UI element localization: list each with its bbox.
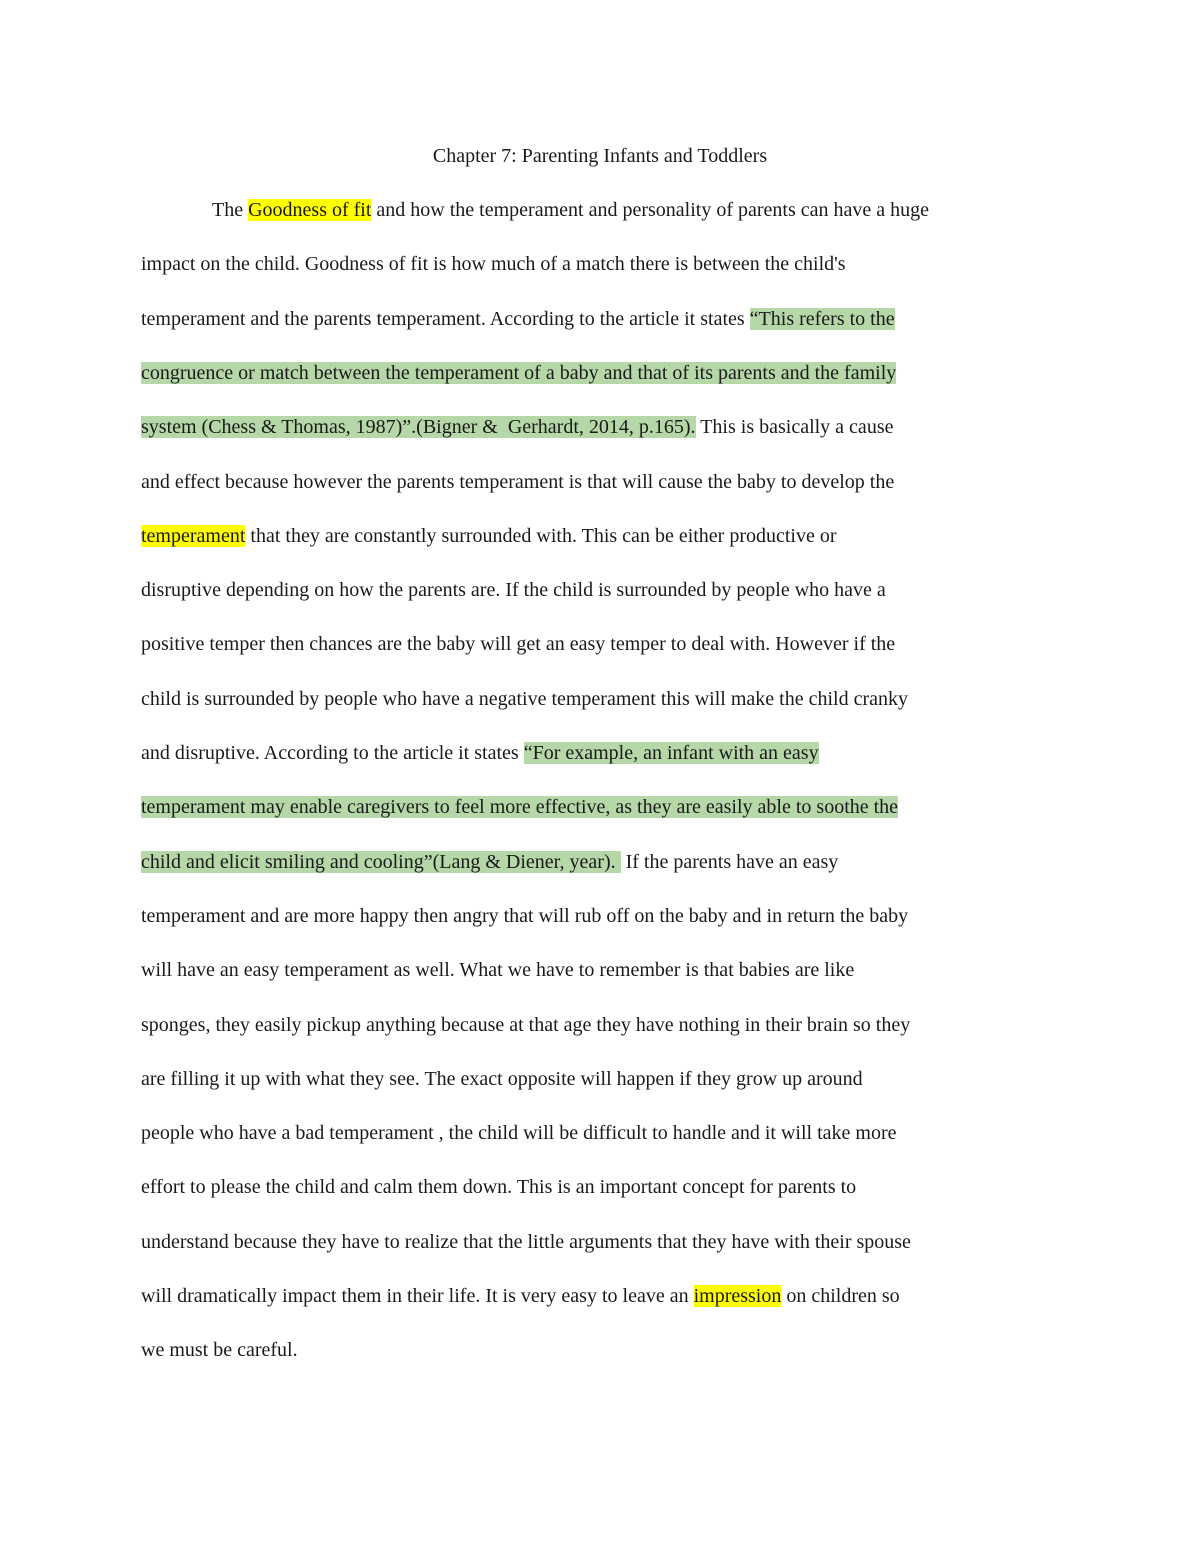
text-line: [141, 1228, 911, 1256]
text-segment: If the parents have an easy: [620, 850, 839, 873]
text-line: [141, 685, 908, 713]
text-line: [141, 305, 895, 333]
text-segment: temperament and the parents temperament. According to the article it states: [141, 307, 750, 330]
text-segment: effort to please the child and calm them down. This is an important concept for parents to: [141, 1176, 857, 1199]
text-line: [141, 359, 896, 387]
text-segment: people who have a bad temperament , the child will be difficult to handle and it will take more: [141, 1122, 897, 1145]
page-title: Chapter 7: Parenting Infants and Toddlers: [432, 145, 768, 167]
text-segment: impact on the child. Goodness of fit is how much of a match there is between the child's: [141, 253, 846, 276]
highlighted-text: temperament: [141, 524, 246, 547]
text-line: [141, 413, 893, 441]
text-line: [141, 793, 898, 821]
highlighted-text: child and elicit smiling and cooling”(Lang & Diener, year).: [141, 850, 621, 873]
text-segment: on children so: [781, 1285, 900, 1307]
text-line: [141, 1282, 900, 1310]
text-line: [141, 576, 886, 604]
text-segment: child is surrounded by people who have a negative temperament this will make the child cranky: [141, 687, 908, 710]
text-line: [141, 1119, 897, 1147]
highlighted-text: Goodness of fit: [248, 199, 372, 221]
text-line: [141, 468, 894, 496]
text-segment: are filling it up with what they see. The exact opposite will happen if they grow up around: [141, 1067, 863, 1090]
text-segment: This is basically a cause: [695, 416, 894, 439]
text-segment: we must be careful.: [141, 1339, 298, 1362]
text-line: [141, 1065, 863, 1093]
text-line: [141, 1173, 856, 1201]
text-line: [141, 250, 846, 278]
text-line: [141, 848, 838, 876]
text-segment: and how the temperament and personality of parents can have a huge: [371, 199, 929, 221]
highlighted-text: congruence or match between the temperament of a baby and that of its parents and the family: [141, 361, 897, 384]
text-segment: sponges, they easily pickup anything because at that age they have nothing in their brain so they: [141, 1013, 911, 1036]
text-segment: temperament and are more happy then angry that will rub off on the baby and in return the baby: [141, 904, 909, 927]
text-line: [141, 1011, 910, 1039]
text-line: [141, 630, 895, 658]
text-line: [141, 956, 854, 984]
text-line: [141, 522, 837, 550]
text-segment: and effect because however the parents temperament is that will cause the baby to develop the: [141, 470, 895, 493]
text-segment: The: [212, 199, 249, 221]
highlighted-text: “This refers to the: [749, 307, 895, 330]
highlighted-text: impression: [693, 1285, 782, 1307]
text-segment: understand because they have to realize that the little arguments that they have with their spouse: [141, 1230, 911, 1253]
highlighted-text: temperament may enable caregivers to feel more effective, as they are easily able to soothe the: [141, 796, 899, 819]
text-segment: positive temper then chances are the baby will get an easy temper to deal with. However if the: [141, 633, 896, 656]
text-segment: that they are constantly surrounded with. This can be either productive or: [245, 524, 837, 547]
text-segment: and disruptive. According to the article it states: [141, 742, 524, 764]
text-line: [141, 739, 819, 767]
text-line: [212, 196, 929, 224]
text-line: [141, 902, 908, 930]
highlighted-text: “For example, an infant with an easy: [523, 742, 819, 764]
text-segment: will dramatically impact them in their life. It is very easy to leave an: [141, 1285, 694, 1307]
text-segment: will have an easy temperament as well. What we have to remember is that babies are like: [141, 959, 855, 982]
text-line: [141, 1336, 298, 1364]
text-segment: disruptive depending on how the parents are. If the child is surrounded by people who have a: [141, 579, 886, 602]
highlighted-text: system (Chess & Thomas, 1987)”.(Bigner & Gerhardt, 2014, p.165).: [141, 416, 696, 439]
